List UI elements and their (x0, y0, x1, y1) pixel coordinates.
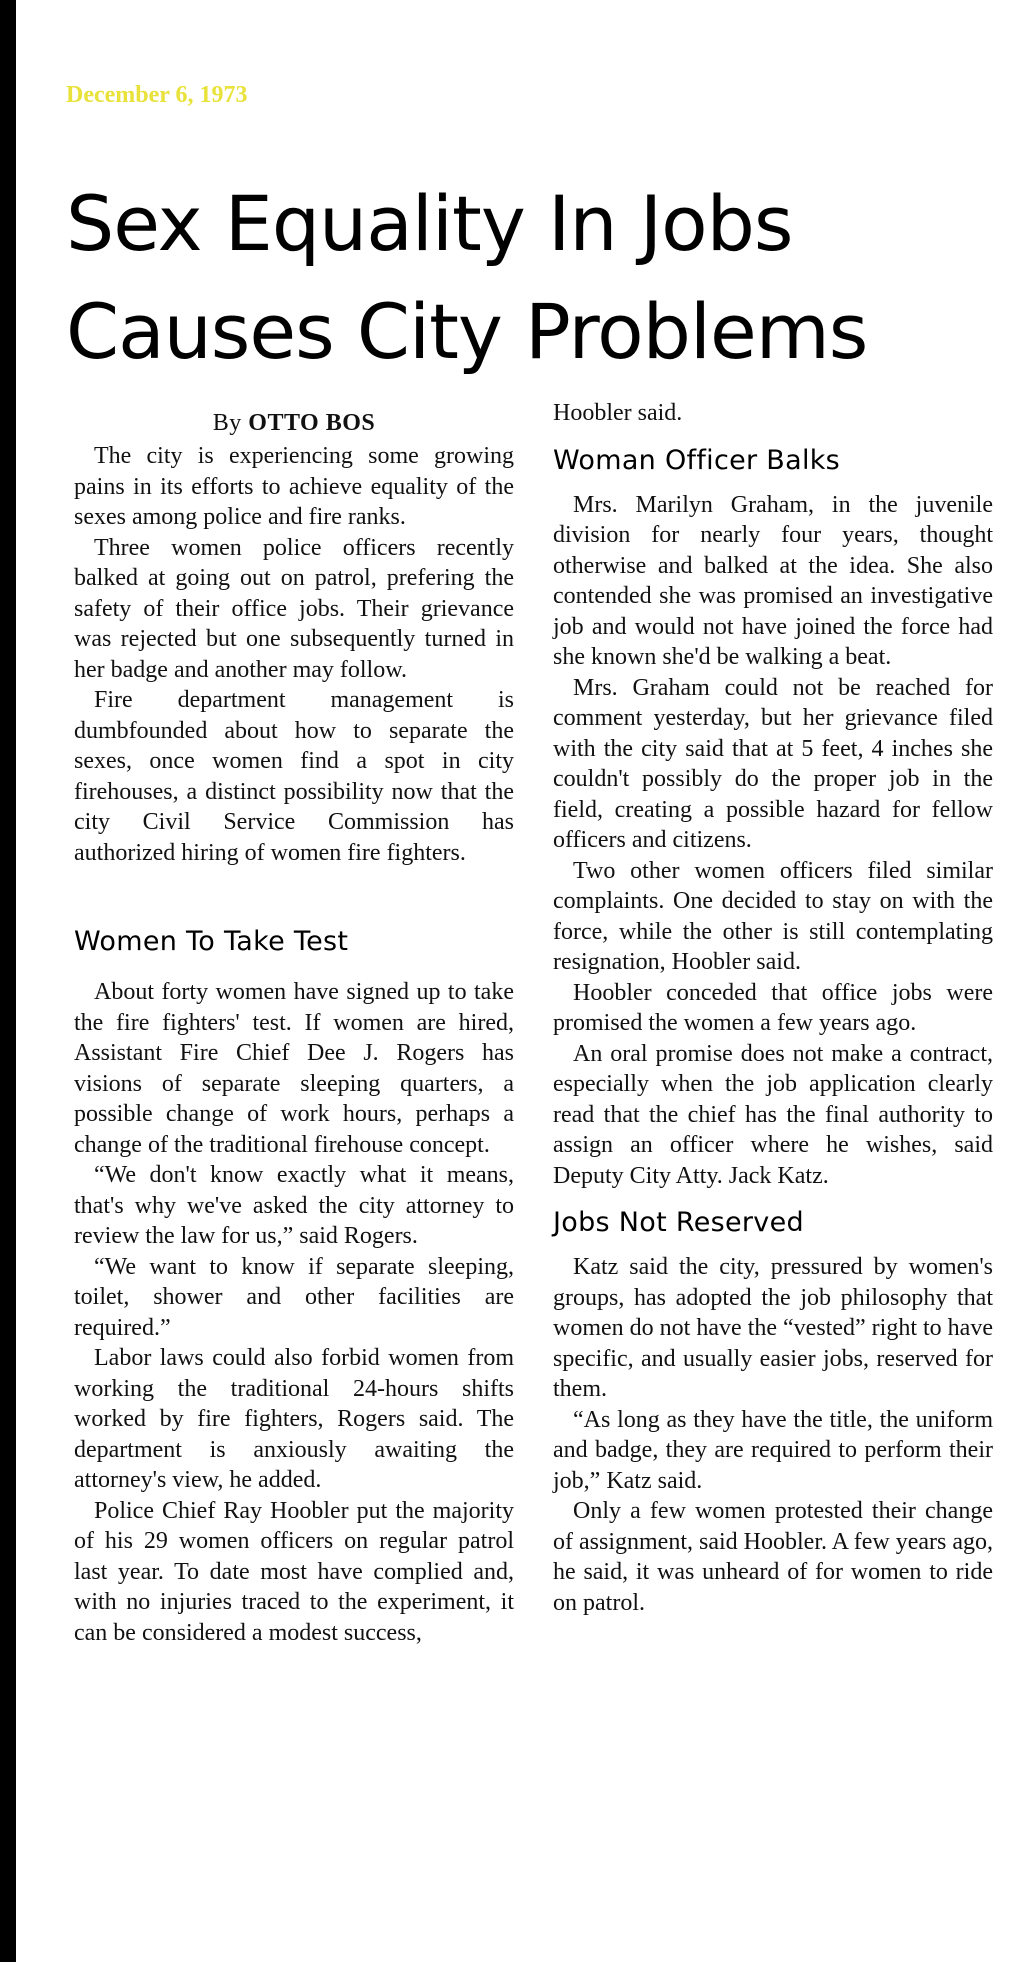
paragraph: Police Chief Ray Hoobler put the majority of his 29 women officers on regular patrol last year. To date most have complied and, with no injuries traced to the experiment, it can be considered a modest success, (74, 1497, 514, 1646)
paragraph: Three women police officers recently balked at going out on patrol, prefering the safety of their office jobs. Their grievance was rejected but one subsequently turned in her badge and another may follow. (74, 534, 514, 683)
byline-author: OTTO BOS (248, 410, 376, 436)
right-column (553, 398, 993, 1618)
paragraph: “We don't know exactly what it means, that's why we've asked the city attorney to review the law for us,” said Rogers. (74, 1162, 514, 1249)
byline-prefix: By (212, 410, 242, 436)
subheading-jobs-not-reserved: Jobs Not Reserved (553, 1207, 804, 1238)
paragraph: Katz said the city, pressured by women's groups, has adopted the job philosophy that women do not have the “vested” right to have specific, and usually easier jobs, reserved for them. (553, 1254, 993, 1402)
article-date: December 6, 1973 (66, 82, 248, 108)
paragraph: Fire department management is dumbfounded about how to separate the sexes, once women find a spot in city firehouses, a distinct possibility now that the city Civil Service Commission has authorized hiring of women fire fighters. (74, 687, 514, 866)
paragraph: An oral promise does not make a contract, especially when the job application clearly read that the chief has the final authority to assign an officer where he wishes, said Deputy City Atty. Jack Katz. (553, 1040, 993, 1189)
subheading-women-to-take-test: Women To Take Test (74, 926, 349, 957)
newspaper-clipping (16, 0, 1022, 1962)
headline (66, 170, 1022, 386)
paragraph: “We want to know if separate sleeping, toilet, shower and other facilities are required.” (74, 1253, 514, 1341)
paragraph: The city is experiencing some growing pains in its efforts to achieve equality of the sexes among police and fire ranks. (74, 443, 514, 530)
headline-line-2: Causes City Problems (66, 287, 868, 376)
paragraph: Mrs. Graham could not be reached for comment yesterday, but her grievance filed with the city said that at 5 feet, 4 inches she couldn't possibly do the proper job in the field, creating a possible hazard for fellow officers and citizens. (553, 674, 993, 853)
left-column (74, 398, 514, 1648)
paragraph: Only a few women protested their change of assignment, said Hoobler. A few years ago, he said, it was unheard of for women to ride on patrol. (553, 1498, 993, 1616)
headline-line-1: Sex Equality In Jobs (66, 179, 793, 268)
continuation-text: Hoobler said. (553, 400, 683, 426)
paragraph: Mrs. Marilyn Graham, in the juvenile division for nearly four years, thought otherwise and balked at the idea. She also contended she was promised an investigative job and would not have joined the force had she known she'd be walking a beat. (553, 491, 993, 670)
paragraph: Labor laws could also forbid women from working the traditional 24-hours shifts worked by fire fighters, Rogers said. The department is anxiously awaiting the attorney's view, he added. (74, 1345, 514, 1493)
paragraph: Two other women officers filed similar complaints. One decided to stay on with the force, while the other is still contemplating resignation, Hoobler said. (553, 857, 993, 975)
paragraph: About forty women have signed up to take the fire fighters' test. If women are hired, Assistant Fire Chief Dee J. Rogers has visions of separate sleeping quarters, a possible change of work hours, perhaps a change of the traditional firehouse concept. (74, 979, 514, 1158)
paragraph: “As long as they have the title, the uniform and badge, they are required to perform their job,” Katz said. (553, 1406, 993, 1494)
byline (74, 410, 514, 437)
subheading-woman-officer-balks: Woman Officer Balks (553, 444, 841, 476)
paragraph: Hoobler conceded that office jobs were promised the women a few years ago. (553, 979, 993, 1036)
